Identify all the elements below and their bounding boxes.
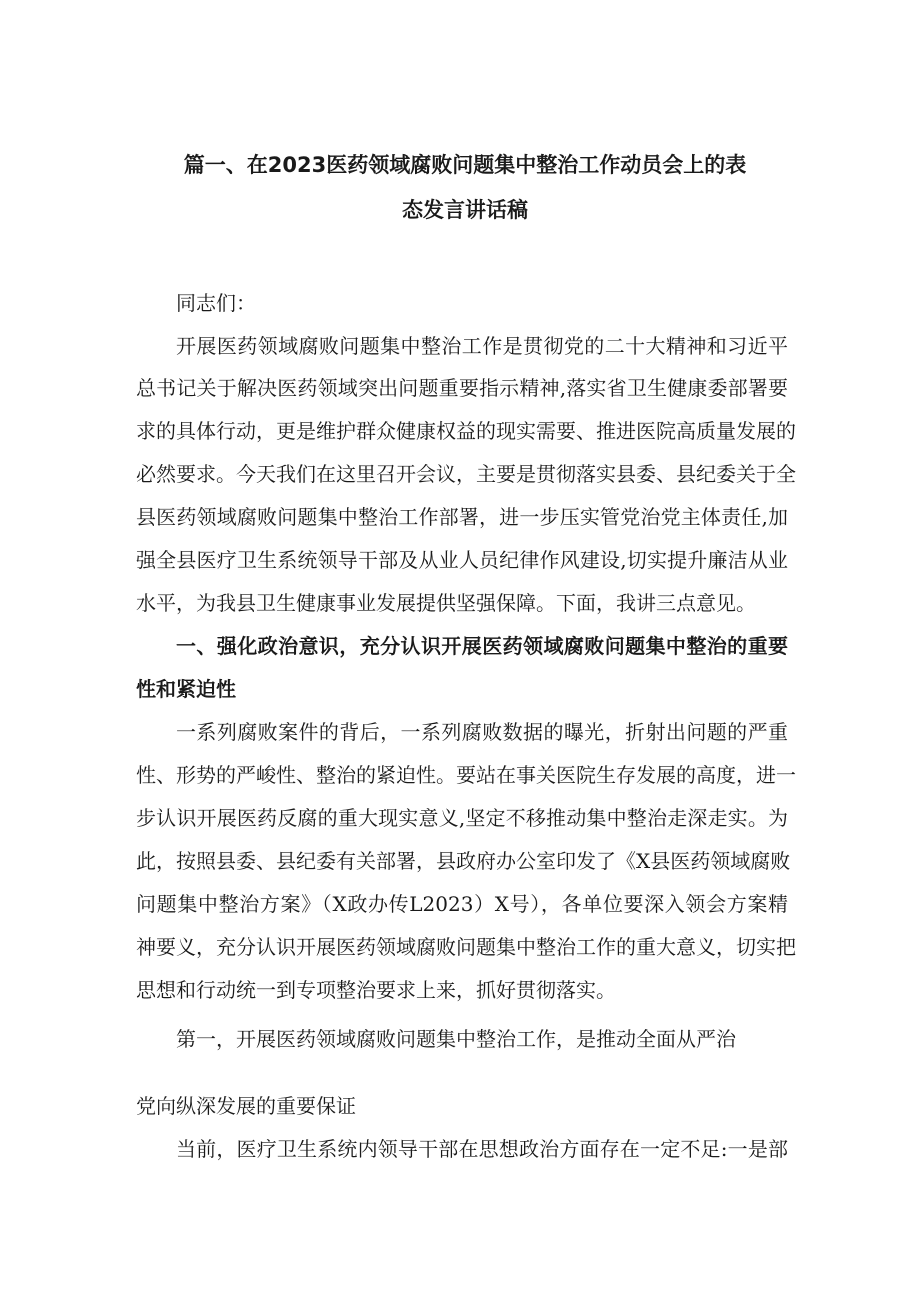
- paragraph-1-line: 总书记关于解决医药领域突出问题重要指示精神,落实省卫生健康委部署要: [136, 376, 788, 400]
- paragraph-1-line: 必然要求。今天我们在这里召开会议，主要是贯彻落实县委、县纪委关于全: [136, 462, 796, 486]
- document-title-line-1: 篇一、在2023医药领域腐败问题集中整治工作动员会上的表: [183, 153, 747, 177]
- paragraph-3-line: 当前，医疗卫生系统内领导干部在思想政治方面存在一定不足:一是部: [176, 1137, 788, 1161]
- paragraph-1-line: 强全县医疗卫生系统领导干部及从业人员纪律作风建设,切实提升廉洁从业: [136, 548, 788, 572]
- salutation: 同志们：: [176, 291, 256, 315]
- paragraph-1-line: 水平，为我县卫生健康事业发展提供坚强保障。下面，我讲三点意见。: [136, 591, 756, 615]
- section-heading-1: 性和紧迫性: [136, 677, 236, 701]
- paragraph-1-line: 县医药领域腐败问题集中整治工作部署，进一步压实管党治党主体责任,加: [136, 505, 788, 529]
- paragraph-2-line: 神要义，充分认识开展医药领域腐败问题集中整治工作的重大意义，切实把: [136, 935, 796, 959]
- subheading-1: 党向纵深发展的重要保证: [136, 1094, 356, 1118]
- section-heading-1: 一、强化政治意识，充分认识开展医药领域腐败问题集中整治的重要: [176, 634, 788, 658]
- paragraph-2-line: 问题集中整治方案》（X政办传L2023）X号），各单位要深入领会方案精: [136, 892, 788, 916]
- paragraph-2-line: 步认识开展医药反腐的重大现实意义,坚定不移推动集中整治走深走实。为: [136, 806, 788, 830]
- subheading-1: 第一，开展医药领域腐败问题集中整治工作，是推动全面从严治: [176, 1027, 736, 1051]
- paragraph-2-line: 此，按照县委、县纪委有关部署，县政府办公室印发了《X县医药领域腐败: [136, 849, 791, 873]
- paragraph-2-line: 思想和行动统一到专项整治要求上来，抓好贯彻落实。: [136, 978, 616, 1002]
- paragraph-1-line: 求的具体行动，更是维护群众健康权益的现实需要、推进医院高质量发展的: [136, 419, 796, 443]
- paragraph-2-line: 性、形势的严峻性、整治的紧迫性。要站在事关医院生存发展的高度，进一: [136, 763, 796, 787]
- paragraph-2-line: 一系列腐败案件的背后，一系列腐败数据的曝光，折射出问题的严重: [176, 720, 788, 744]
- paragraph-1-line: 开展医药领域腐败问题集中整治工作是贯彻党的二十大精神和习近平: [176, 334, 788, 358]
- document-title-line-2: 态发言讲话稿: [402, 198, 528, 222]
